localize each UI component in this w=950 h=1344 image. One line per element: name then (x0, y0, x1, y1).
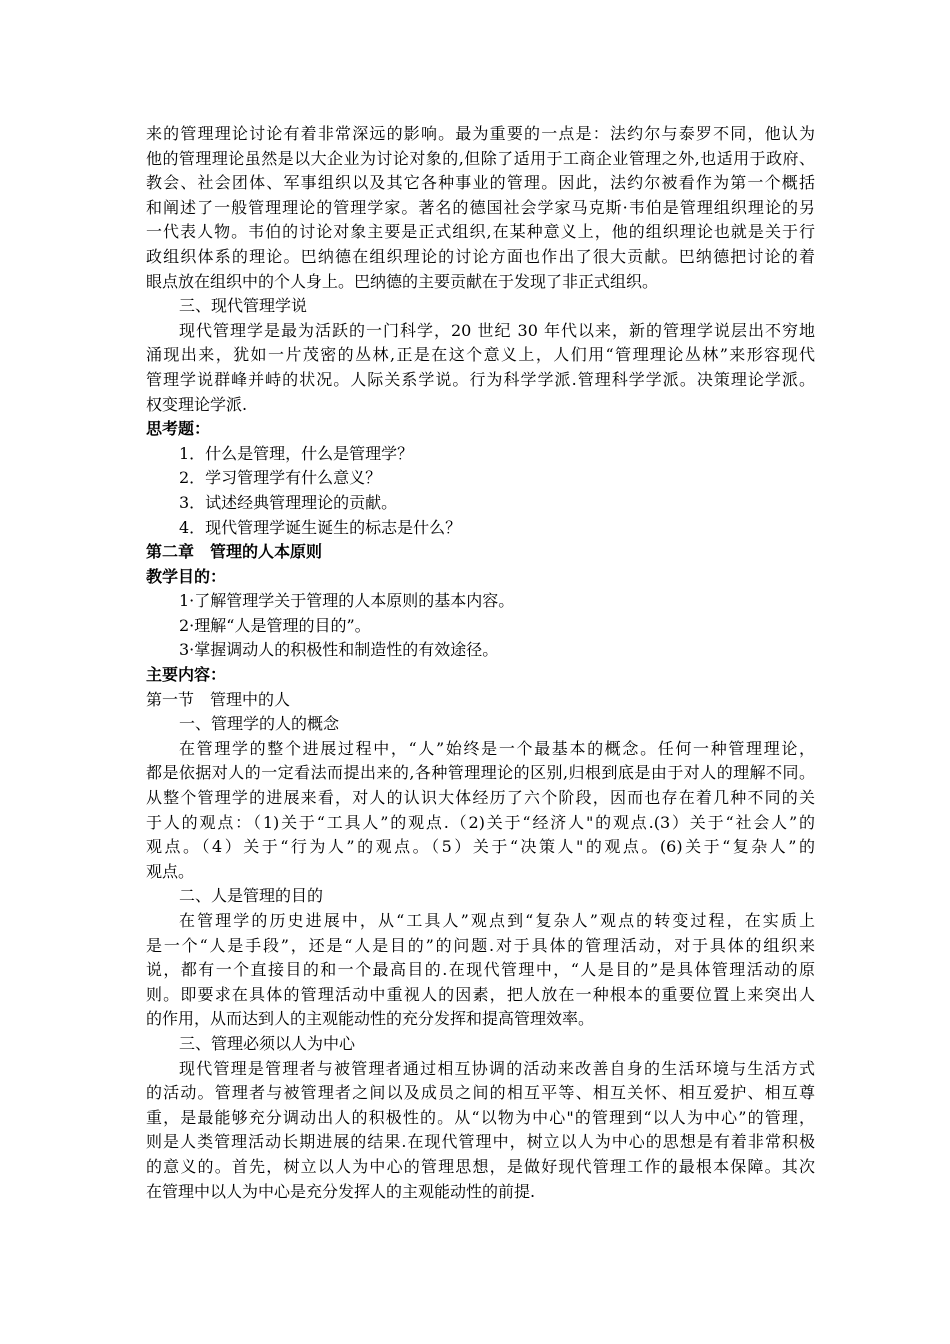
text-line: 现代管理是管理者与被管理者通过相互协调的活动来改善自身的生活环境与生活方式 (179, 1058, 815, 1078)
text-line: 则是人类管理活动长期进展的结果.在现代管理中，树立以人为中心的思想是有着非常积极 (146, 1132, 815, 1152)
text-line: 涌现出来，犹如一片茂密的丛林,正是在这个意义上，人们用“管理理论丛林”来形容现代 (146, 345, 815, 365)
section-heading: 第二章 管理的人本原则 (146, 542, 323, 562)
text-line: 在管理中以人为中心是充分发挥人的主观能动性的前提. (146, 1181, 536, 1201)
text-line: 是一个“人是手段”，还是“人是目的”的问题.对于具体的管理活动，对于具体的组织来 (146, 935, 815, 955)
section-heading: 教学目的： (146, 566, 227, 586)
text-line: 二、人是管理的目的 (179, 886, 324, 906)
text-line: 一、管理学的人的概念 (179, 714, 340, 734)
text-line: 他的管理理论虽然是以大企业为讨论对象的,但除了适用于工商企业管理之外,也适用于政府、 (146, 148, 815, 168)
text-line: 1·了解管理学关于管理的人本原则的基本内容。 (179, 591, 515, 611)
text-line: 4．现代管理学诞生诞生的标志是什么？ (179, 517, 462, 537)
text-line: 的活动。管理者与被管理者之间以及成员之间的相互平等、相互关怀、相互爱护、相互尊 (146, 1083, 815, 1103)
text-line: 在管理学的历史进展中，从“工具人”观点到“复杂人”观点的转变过程，在实质上 (179, 911, 815, 930)
text-line: 在管理学的整个进展过程中，“人”始终是一个最基本的概念。任何一种管理理论， (179, 738, 815, 758)
text-line: 政组织体系的理论。巴纳德在组织理论的讨论方面也作出了很大贡献。巴纳德把讨论的着 (146, 246, 815, 266)
text-line: 观点。（4）关于“行为人”的观点。（5）关于“决策人"的观点。(6)关于“复杂人”的 (146, 837, 815, 857)
text-line: 都是依据对人的一定看法而提出来的,各种管理理论的区别,归根到底是由于对人的理解不同。 (146, 763, 815, 783)
text-line: 管理学说群峰并峙的状况。人际关系学说。行为科学学派.管理科学学派。决策理论学派。 (146, 369, 815, 389)
text-line: 第一节 管理中的人 (146, 689, 291, 709)
text-line: 2·理解“人是管理的目的”。 (179, 615, 371, 635)
text-line: 3·掌握调动人的积极性和制造性的有效途径。 (179, 640, 499, 660)
document-body (146, 122, 815, 1204)
section-heading: 主要内容： (146, 665, 227, 685)
text-line: 权变理论学派. (146, 394, 248, 414)
text-line: 2．学习管理学有什么意义？ (179, 468, 382, 488)
text-line: 和阐述了一般管理理论的管理学家。著名的德国社会学家马克斯·韦伯是管理组织理论的另 (146, 197, 815, 217)
text-line: 三、管理必须以人为中心 (179, 1033, 356, 1053)
text-line: 3．试述经典管理理论的贡献。 (179, 492, 398, 512)
text-line: 教会、社会团体、军事组织以及其它各种事业的管理。因此，法约尔被看作为第一个概括 (146, 173, 815, 193)
text-line: 的作用，从而达到人的主观能动性的充分发挥和提高管理效率。 (146, 1009, 595, 1029)
text-line: 从整个管理学的进展来看，对人的认识大体经历了六个阶段，因而也存在着几种不同的关 (146, 788, 815, 808)
text-line: 1．什么是管理，什么是管理学？ (179, 443, 414, 463)
text-line: 的意义的。首先，树立以人为中心的管理思想，是做好现代管理工作的最根本保障。其次 (146, 1156, 815, 1176)
text-line: 一代表人物。韦伯的讨论对象主要是正式组织,在某种意义上，他的组织理论也就是关于行 (146, 222, 815, 242)
text-line: 现代管理学是最为活跃的一门科学，20 世纪 30 年代以来，新的管理学说层出不穷地 (179, 320, 815, 340)
text-line: 重，是最能够充分调动出人的积极性的。从“以物为中心"的管理到“以人为中心”的管理， (146, 1107, 815, 1127)
text-line: 则。即要求在具体的管理活动中重视人的因素，把人放在一种根本的重要位置上来突出人 (146, 984, 815, 1004)
text-line: 来的管理理论讨论有着非常深远的影响。最为重要的一点是：法约尔与泰罗不同，他认为 (146, 124, 815, 143)
text-line: 观点。 (146, 861, 195, 881)
text-line: 三、现代管理学说 (179, 296, 308, 316)
section-heading: 思考题： (146, 419, 211, 439)
text-line: 说，都有一个直接目的和一个最高目的.在现代管理中，“人是目的”是具体管理活动的原 (146, 960, 815, 980)
text-line: 眼点放在组织中的个人身上。巴纳德的主要贡献在于发现了非正式组织。 (146, 271, 659, 291)
text-line: 于人的观点：（1)关于“工具人”的观点.（2)关于“经济人"的观点.(3）关于“社会人”的 (146, 812, 815, 832)
